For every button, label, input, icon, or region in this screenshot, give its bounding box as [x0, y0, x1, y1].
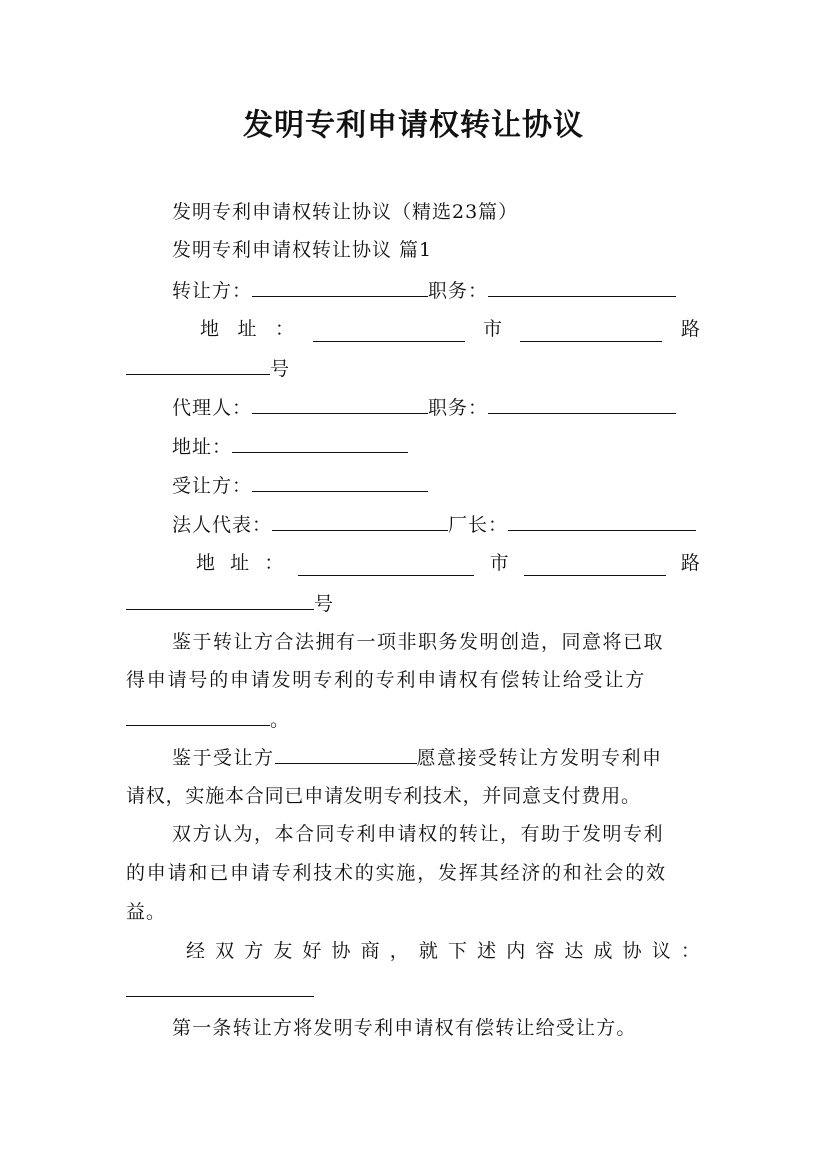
para4-char: 达 [564, 940, 584, 962]
para4-char: 协 [331, 940, 351, 962]
agent-line [172, 394, 676, 421]
city-blank [313, 322, 465, 342]
para4-char: 就 [418, 940, 438, 962]
para4-char: 容 [535, 940, 555, 962]
address-char: ： [275, 318, 295, 340]
transferee-number-line [126, 590, 334, 617]
agent-label: 代理人： [172, 397, 253, 419]
para4-line2 [126, 977, 314, 1004]
para2-end: 愿意接受转让方发明专利申 [416, 747, 663, 769]
address-char: ： [264, 552, 284, 574]
para3-line2: 的申请和已申请专利技术的实施，发挥其经济的和社会的效 [126, 862, 667, 884]
transferee-name-blank [275, 744, 417, 764]
transferor-position-blank [488, 277, 676, 297]
para4-char: 述 [477, 940, 497, 962]
recipient-blank [126, 706, 270, 726]
para4-char: 内 [506, 940, 526, 962]
address-char: 址 [230, 552, 250, 574]
road-label: 路 [680, 318, 700, 340]
address-char: 址 [237, 318, 257, 340]
para1-line1: 鉴于转让方合法拥有一项非职务发明创造，同意将已取 [172, 631, 665, 653]
number-blank [126, 355, 270, 375]
para3-line3: 益。 [126, 901, 167, 923]
para4-char: 成 [593, 940, 613, 962]
para4-char: 协 [622, 940, 642, 962]
agent-address-blank [232, 433, 408, 453]
para2-line1 [172, 744, 663, 771]
para4-char: 友 [273, 940, 293, 962]
transferor-blank [252, 277, 428, 297]
para4-char: 好 [302, 940, 322, 962]
number-label: 号 [314, 593, 335, 615]
para4-char: 下 [447, 940, 467, 962]
legal-rep-line [172, 511, 696, 538]
transferor-address-line [200, 316, 700, 342]
road-label: 路 [680, 552, 700, 574]
legal-rep-blank [272, 511, 448, 531]
para4-char: 商 [360, 940, 380, 962]
transferee-address-line [196, 550, 700, 576]
city-label: 市 [482, 318, 502, 340]
agent-position-blank [488, 394, 676, 414]
road-blank [524, 556, 666, 576]
para2-start: 鉴于受让方 [172, 747, 275, 769]
address-char: 地 [196, 552, 216, 574]
para4-char: 经 [186, 940, 206, 962]
period: 。 [270, 709, 291, 731]
para4-char: 方 [244, 940, 264, 962]
para4-line1 [186, 938, 700, 964]
transferee-line [172, 472, 428, 499]
address-char: 地 [200, 318, 220, 340]
para4-char: ： [680, 940, 700, 962]
para3-line1: 双方认为，本合同专利申请权的转让，有助于发明专利 [172, 823, 665, 845]
para1-line3 [126, 706, 290, 733]
number-label: 号 [270, 358, 291, 380]
agent-blank [252, 394, 428, 414]
director-label: 厂长： [448, 514, 509, 536]
road-blank [520, 322, 662, 342]
para4-char: 议 [651, 940, 671, 962]
agent-address-line [172, 433, 408, 460]
agent-position-label: 职务： [428, 397, 489, 419]
document-subtitle: 发明专利申请权转让协议（精选23篇） [172, 201, 519, 223]
transferee-label: 受让方： [172, 475, 253, 497]
transferor-line [172, 277, 676, 304]
article-1: 第一条转让方将发明专利申请权有偿转让给受让方。 [172, 1017, 637, 1039]
legal-rep-label: 法人代表： [172, 514, 273, 536]
para4-char: ， [389, 940, 409, 962]
director-blank [508, 511, 696, 531]
para2-line2: 请权，实施本合同已申请发明专利技术，并同意支付费用。 [126, 785, 641, 807]
agent-address-label: 地址： [172, 436, 233, 458]
city-blank [298, 556, 474, 576]
transferor-label: 转让方： [172, 280, 253, 302]
number-blank [126, 590, 314, 610]
city-label: 市 [489, 552, 509, 574]
para1-line2: 得申请号的申请发明专利的专利申请权有偿转让给受让方 [126, 669, 647, 691]
agreement-blank [126, 977, 314, 997]
transferor-position-label: 职务： [428, 280, 489, 302]
document-title: 发明专利申请权转让协议 [243, 108, 584, 143]
transferor-number-line [126, 355, 290, 382]
transferee-blank [252, 472, 428, 492]
chapter-heading: 发明专利申请权转让协议 篇1 [172, 239, 433, 261]
para4-char: 双 [215, 940, 235, 962]
